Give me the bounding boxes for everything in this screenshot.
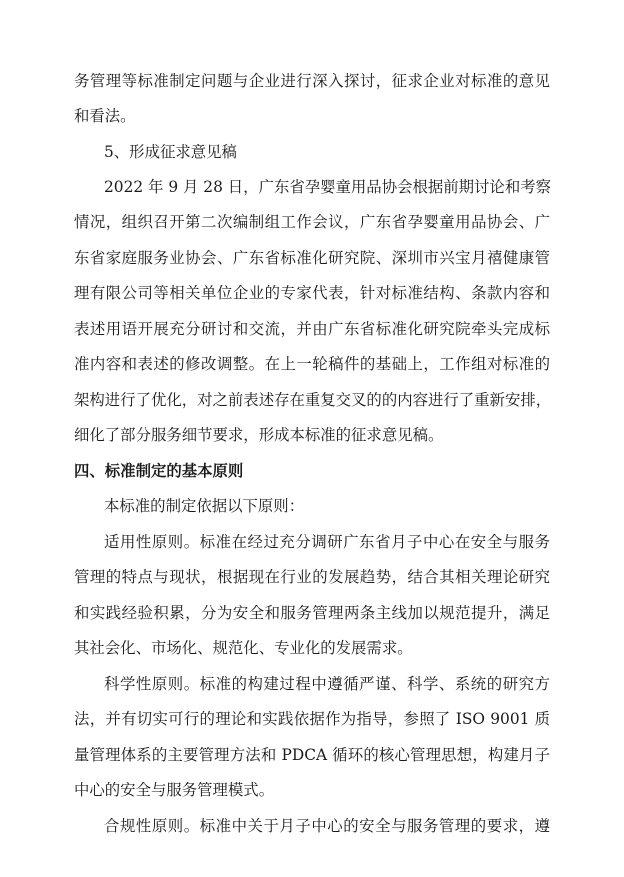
item-heading: 5、形成征求意见稿 (104, 143, 237, 161)
paragraph-line: 2022 年 9 月 28 日，广东省孕婴童用品协会根据前期讨论和考察 (104, 178, 551, 196)
paragraph-line: 适用性原则。标准在经过充分调研广东省月子中心在安全与服务 (104, 533, 550, 551)
paragraph-line: 表述用语开展充分研讨和交流，并由广东省标准化研究院牵头完成标 (74, 320, 550, 338)
paragraph-line: 和实践经验积累，分为安全和服务管理两条主线加以规范提升，满足 (74, 604, 550, 622)
paragraph-line: 管理的特点与现状，根据现在行业的发展趋势，结合其相关理论研究 (74, 568, 550, 586)
paragraph-line: 东省家庭服务业协会、广东省标准化研究院、深圳市兴宝月禧健康管 (74, 249, 550, 267)
paragraph-line: 其社会化、市场化、规范化、专业化的发展需求。 (74, 639, 413, 657)
section-heading: 四、标准制定的基本原则 (74, 462, 244, 480)
paragraph-line: 情况，组织召开第二次编制组工作会议，广东省孕婴童用品协会、广 (74, 213, 550, 231)
paragraph-line: 量管理体系的主要管理方法和 PDCA 循环的核心管理思想，构建月子 (74, 746, 550, 764)
paragraph-line: 架构进行了优化，对之前表述存在重复交叉的的内容进行了重新安排， (74, 391, 552, 409)
paragraph-line: 科学性原则。标准的构建过程中遵循严谨、科学、系统的研究方 (104, 675, 550, 693)
paragraph-line: 法，并有切实可行的理论和实践依据作为指导，参照了 ISO 9001 质 (74, 710, 550, 728)
paragraph-line: 合规性原则。标准中关于月子中心的安全与服务管理的要求，遵 (104, 817, 550, 835)
paragraph-line: 本标准的制定依据以下原则： (104, 497, 305, 515)
paragraph-line: 准内容和表述的修改调整。在上一轮稿件的基础上，工作组对标准的 (74, 355, 550, 373)
paragraph-line: 中心的安全与服务管理模式。 (74, 781, 275, 799)
paragraph-line: 务管理等标准制定问题与企业进行深入探讨，征求企业对标准的意见 (74, 72, 550, 90)
paragraph-line: 细化了部分服务细节要求，形成本标准的征求意见稿。 (74, 426, 444, 444)
paragraph-line: 和看法。 (74, 107, 136, 125)
paragraph-line: 理有限公司等相关单位企业的专家代表，针对标准结构、条款内容和 (74, 284, 550, 302)
